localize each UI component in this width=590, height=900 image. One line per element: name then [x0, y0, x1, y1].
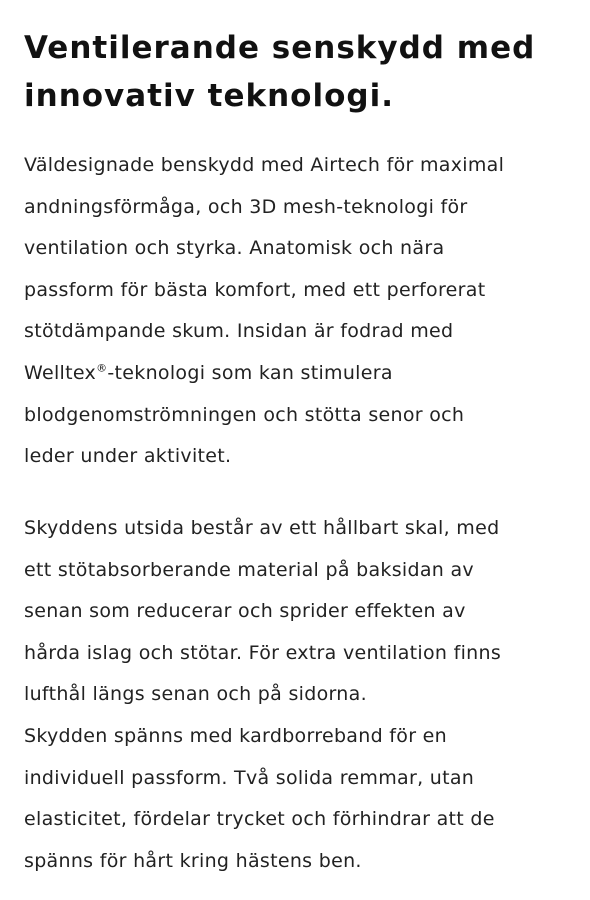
paragraph-line: andningsförmåga, och 3D mesh-teknologi för	[24, 195, 468, 218]
paragraph-line: elasticitet, fördelar trycket och förhindrar att de	[24, 808, 495, 831]
article-title	[24, 24, 584, 120]
paragraph-line: hårda islag och stötar. För extra ventilation finns	[24, 641, 502, 664]
registered-mark: ®	[96, 361, 108, 375]
description-paragraph-1	[24, 145, 584, 478]
paragraph-line: Skydden spänns med kardborreband för en	[24, 724, 447, 747]
paragraph-line: senan som reducerar och sprider effekten av	[24, 600, 466, 623]
paragraph-line: spänns för hårt kring hästens ben.	[24, 849, 362, 872]
paragraph-line: individuell passform. Två solida remmar, utan	[24, 766, 475, 789]
paragraph-line: ett stötabsorberande material på baksidan av	[24, 558, 474, 581]
paragraph-line: Welltex®-teknologi som kan stimulera	[24, 361, 393, 384]
description-paragraph-2	[24, 508, 584, 882]
paragraph-line: Skyddens utsida består av ett hållbart skal, med	[24, 517, 500, 539]
paragraph-line: blodgenomströmningen och stötta senor och	[24, 403, 465, 426]
paragraph-line: leder under aktivitet.	[24, 445, 232, 468]
title-line: Ventilerande senskydd med	[24, 30, 536, 66]
title-line: innovativ teknologi.	[24, 78, 394, 114]
paragraph-line: Väldesignade benskydd med Airtech för maximal	[24, 154, 505, 176]
paragraph-line: ventilation och styrka. Anatomisk och nära	[24, 237, 445, 260]
paragraph-line: stötdämpande skum. Insidan är fodrad med	[24, 320, 454, 343]
paragraph-line: passform för bästa komfort, med ett perforerat	[24, 278, 486, 301]
paragraph-line: lufthål längs senan och på sidorna.	[24, 683, 367, 706]
